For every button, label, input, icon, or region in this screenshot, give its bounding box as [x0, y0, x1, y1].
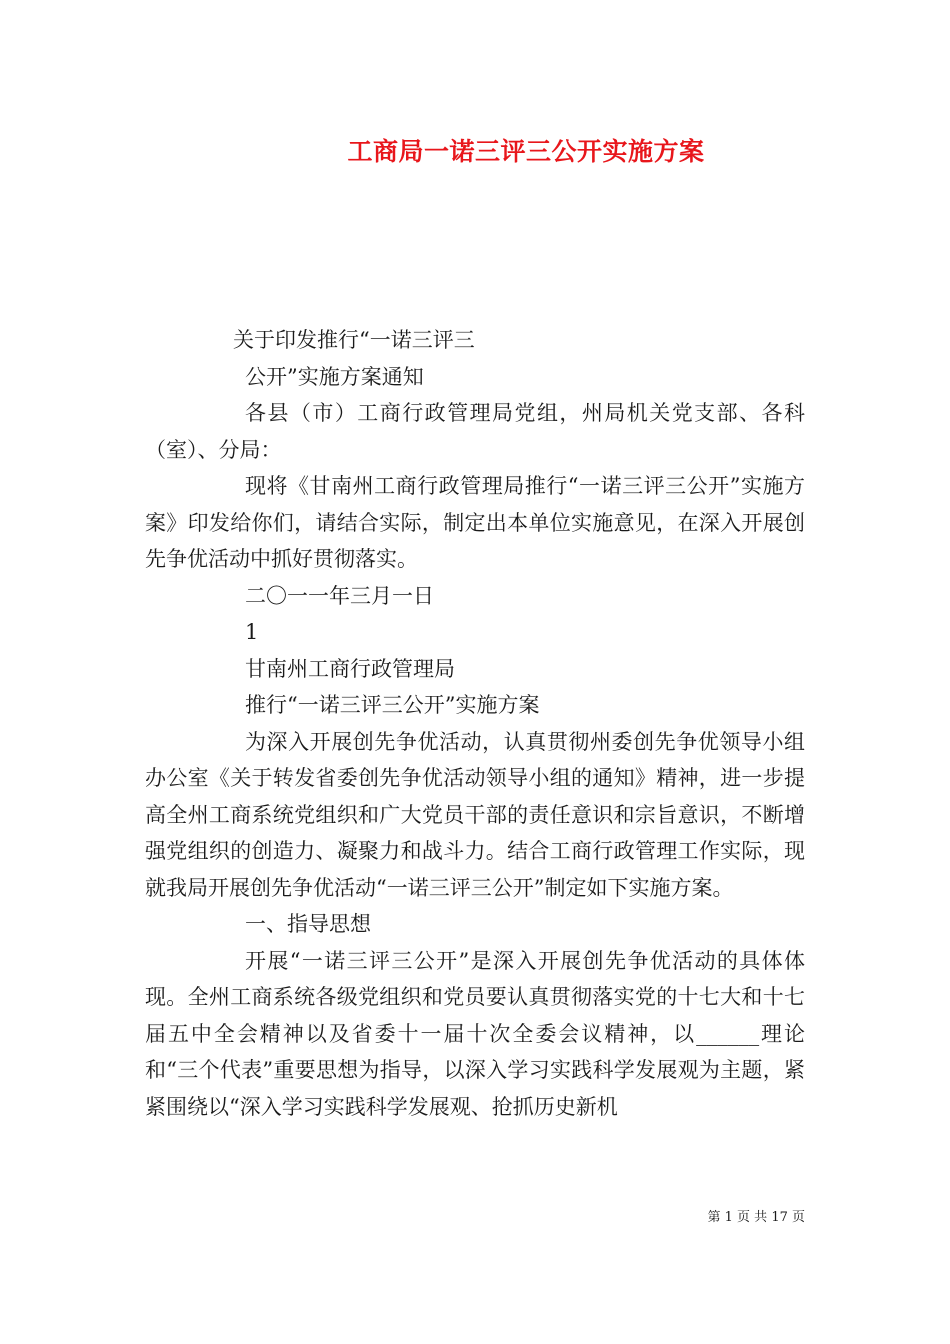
paragraph: 公开”实施方案通知 — [245, 364, 424, 389]
paragraph: 甘南州工商行政管理局 — [245, 656, 455, 681]
paragraph: 1 — [245, 620, 259, 644]
document-title: 工商局一诺三评三公开实施方案 — [347, 137, 705, 166]
page-number: 第 1 页 共 17 页 — [707, 1210, 805, 1225]
paragraph: 各县（市）工商行政管理局党组，州局机关党支部、各科（室）、分局： — [145, 401, 805, 462]
document-body — [145, 322, 805, 1125]
paragraph: 现将《甘南州工商行政管理局推行“一诺三评三公开”实施方案》印发给你们，请结合实际，制定出本单位实施意见，在深入开展创先争优活动中抓好贯彻落实。 — [145, 474, 805, 571]
paragraph: 开展“一诺三评三公开”是深入开展创先争优活动的具体体现。全州工商系统各级党组织和党员要认真贯彻落实党的十七大和十七届五中全会精神以及省委十一届十次全委会议精神，以______理论和“三个代表”重要思想为指导，以深入学习实践科学发展观为主题，紧紧围绕以“深入学习实践科学发展观、抢抓历史新机 — [145, 948, 805, 1119]
section-heading: 一、指导思想 — [245, 912, 371, 936]
paragraph: 为深入开展创先争优活动，认真贯彻州委创先争优领导小组办公室《关于转发省委创先争优活动领导小组的通知》精神，进一步提高全州工商系统党组织和广大党员干部的责任意识和宗旨意识，不断增强党组织的创造力、凝聚力和战斗力。结合工商行政管理工作实际，现就我局开展创先争优活动“一诺三评三公开”制定如下实施方案。 — [145, 729, 805, 900]
paragraph: 关于印发推行“一诺三评三 — [233, 328, 475, 352]
paragraph: 二〇一一年三月一日 — [245, 583, 434, 608]
paragraph: 推行“一诺三评三公开”实施方案 — [245, 693, 540, 717]
